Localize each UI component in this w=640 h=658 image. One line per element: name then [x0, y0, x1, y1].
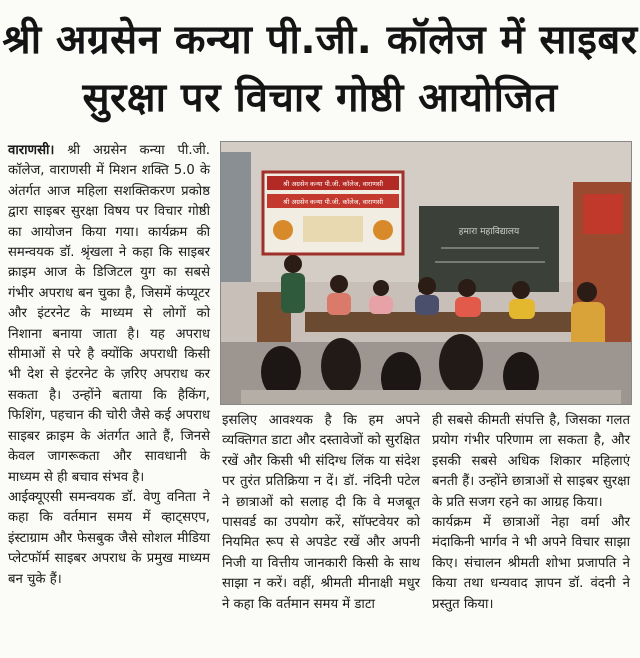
column-1-paragraph-2: आईक्यूएसी समन्वयक डॉ. वेणु वनिता ने कहा कि वर्तमान समय में व्हाट्सएप, इंस्टाग्राम और फेसबुक जैसे सोशल मीडिया प्लेटफॉर्म साइबर अपराध के प्रमुख माध्यम बन चुके हैं। — [8, 489, 210, 587]
headline-line-2: सुरक्षा पर विचार गोष्ठी आयोजित — [82, 75, 558, 121]
banner-line-1: श्री अग्रसेन कन्या पी.जी. कॉलेज, वाराणसी — [282, 180, 384, 188]
column-2-paragraph-1: इसलिए आवश्यक है कि हम अपने व्यक्तिगत डाटा और दस्तावेजों को सुरक्षित रखें और किसी भी संदिग्ध लिंक या संदेश पर तुरंत प्रतिक्रिया न दें। डॉ. नंदिनी पटेल ने छात्राओं को सलाह दी कि वे मजबूत पासवर्ड का उपयोग करें, सॉफ्टवेयर को नियमित रूप से अपडेट रखें और अपनी निजी या वित्तीय जानकारी किसी के साथ साझा न करें। वहीं, श्रीमती मीनाक्षी मधुर ने कहा कि वर्तमान समय में डाटा — [222, 413, 420, 612]
column-3-paragraph-2: कार्यक्रम में छात्राओं नेहा वर्मा और मंदाकिनी भार्गव ने भी अपने विचार साझा किए। संचालन श्रीमती शोभा प्रजापति ने किया तथा धन्यवाद ज्ञापन डॉ. वंदनी ने प्रस्तुत किया। — [432, 515, 630, 612]
audience-group — [221, 334, 631, 404]
event-photo — [220, 141, 632, 405]
headline-line-1: श्री अग्रसेन कन्या पी.जी. कॉलेज में साइबर — [2, 17, 638, 63]
column-3-paragraph-1: ही सबसे कीमती संपत्ति है, जिसका गलत प्रयोग गंभीर परिणाम ला सकता है, और इसकी सबसे अधिक शिकार महिलाएं बनती हैं। उन्होंने छात्राओं से साइबर सुरक्षा के प्रति सजग रहने का आग्रह किया। — [432, 413, 630, 510]
event-photo-illustration — [221, 142, 631, 404]
blackboard — [419, 206, 559, 292]
blackboard-text: हमारा महाविद्यालय — [458, 227, 520, 237]
event-banner — [263, 172, 403, 254]
column-1-text: श्री अग्रसेन कन्या पी.जी. कॉलेज, वाराणसी में मिशन शक्ति 5.0 के अंतर्गत आज महिला सशक्तिकरण प्रकोष्ठ द्वारा साइबर सुरक्षा विषय पर विचार गोष्ठी का आयोजन किया गया। कार्यक्रम की समन्वयक डॉ. श्रृंखला ने कहा कि साइबर क्राइम आज के डिजिटल युग का सबसे गंभीर अपराध बन चुका है, जिसमें कंप्यूटर और इंटरनेट के माध्यम से लोगों को निशाना बनाया जाता है। यह अपराध सीमाओं से परे है क्योंकि अपराधी किसी भी देश से इंटरनेट के ज़रिए अपराध कर सकता है। उन्होंने बताया कि हैकिंग, फिशिंग, पहचान की चोरी जैसे कई अपराध साइबर क्राइम के अंतर्गत आते हैं, जिनसे केवल जागरूकता और सावधानी के माध्यम से ही बचाव संभव है। — [8, 143, 210, 485]
dateline: वाराणसी। — [8, 143, 55, 158]
banner-line-2: श्री अग्रसेन कन्या पी.जी. कॉलेज, वाराणसी — [282, 198, 384, 206]
column-1-paragraph-1 — [8, 141, 210, 488]
article-column-3 — [432, 411, 630, 615]
article-column-2 — [222, 411, 420, 615]
article-column-1 — [8, 141, 210, 590]
